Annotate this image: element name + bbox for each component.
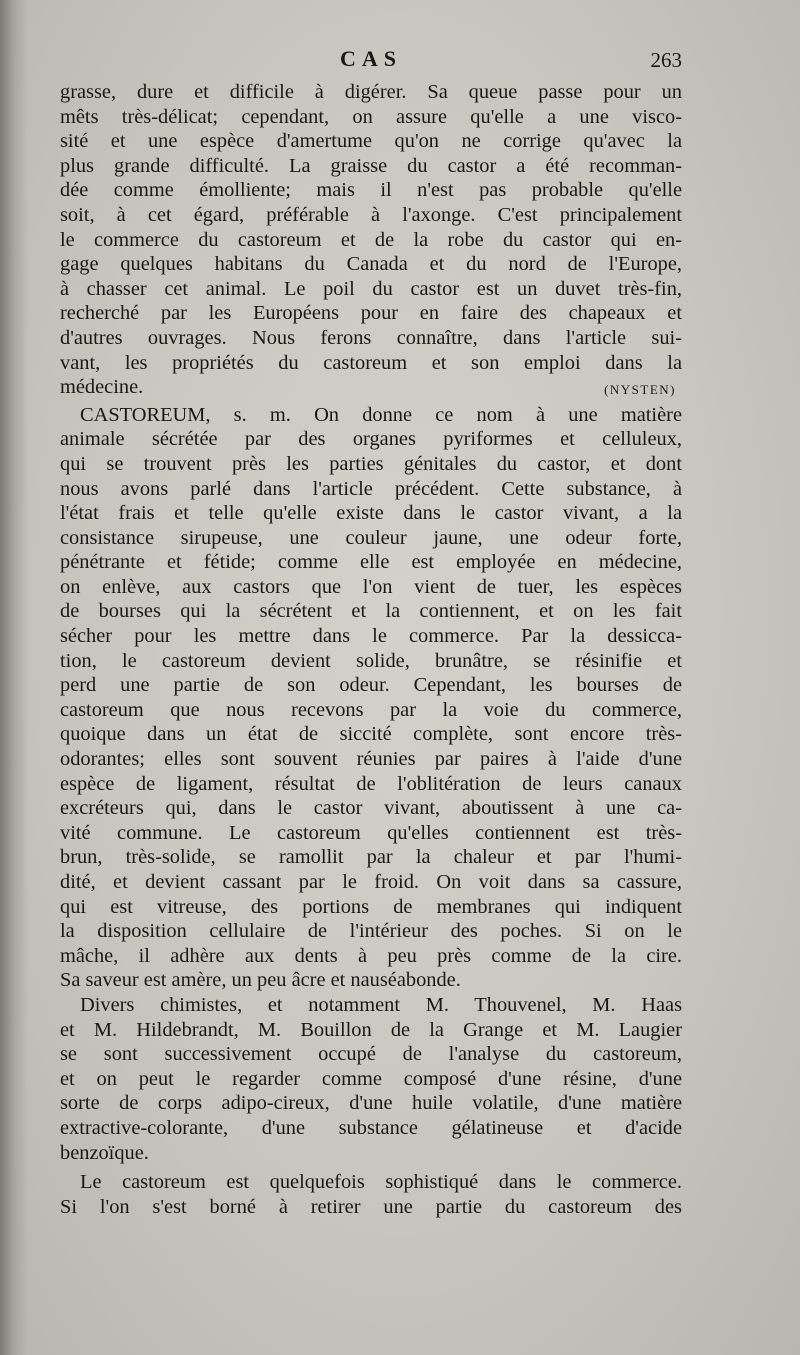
text-line: tion, le castoreum devient solide, brunâtre, se résinifie et (60, 649, 682, 672)
text-line: excréteurs qui, dans le castor vivant, aboutissent à une ca- (60, 797, 682, 820)
text-line: à chasser cet animal. Le poil du castor est un duvet très-fin, (60, 277, 682, 300)
text-line: Le castoreum est quelquefois sophistiqué dans le commerce. (80, 1171, 682, 1194)
text-line: se sont successivement occupé de l'analyse du castoreum, (60, 1043, 682, 1066)
text-line: consistance sirupeuse, une couleur jaune, une odeur forte, (60, 526, 682, 549)
text-line: mâche, il adhère aux dents à peu près comme de la cire. (60, 944, 682, 967)
text-line: vité commune. Le castoreum qu'elles contiennent est très- (60, 821, 682, 844)
text-line: nous avons parlé dans l'article précédent. Cette substance, à (60, 477, 682, 500)
text-line: recherché par les Européens pour en faire des chapeaux et (60, 302, 682, 325)
text-line: vant, les propriétés du castoreum et son emploi dans la (60, 351, 682, 374)
text-line: Sa saveur est amère, un peu âcre et nauséabonde. (60, 969, 461, 992)
text-line: benzoïque. (60, 1141, 149, 1164)
text-line: plus grande difficulté. La graisse du castor a été recomman- (60, 154, 682, 177)
text-line: qui se trouvent près les parties génitales du castor, et dont (60, 452, 682, 475)
text-line: Divers chimistes, et notamment M. Thouvenel, M. Haas (80, 993, 682, 1016)
text-line: le commerce du castoreum et de la robe du castor qui en- (60, 228, 682, 251)
text-line-with-signature (60, 375, 682, 403)
page-gutter-shadow (0, 0, 28, 1355)
text-line: l'état frais et telle qu'elle existe dans le castor vivant, a la (60, 502, 682, 525)
text-line: quoique dans un état de siccité complète, sont encore très- (60, 723, 682, 746)
text-line: grasse, dure et difficile à digérer. Sa queue passe pour un (60, 81, 682, 103)
running-head: CAS (339, 46, 402, 71)
page-header (60, 46, 682, 76)
author-signature: (NYSTEN) (604, 382, 676, 398)
body-text (60, 80, 682, 1219)
entry-headword: CASTOREUM (80, 403, 206, 426)
text-line: gage quelques habitans du Canada et du nord de l'Europe, (60, 253, 682, 276)
text-line: qui est vitreuse, des portions de membranes qui indiquent (60, 895, 682, 918)
text-line: sité et une espèce d'amertume qu'on ne corrige qu'avec la (60, 130, 682, 153)
text-line: extractive-colorante, d'une substance gélatineuse et d'acide (60, 1116, 682, 1139)
text-line: mêts très-délicat; cependant, on assure qu'elle a une visco- (60, 105, 682, 128)
text-line: Si l'on s'est borné à retirer une partie du castoreum des (60, 1195, 682, 1218)
text-line: odorantes; elles sont souvent réunies par paires à l'aide d'une (60, 748, 682, 771)
text-line-end: médecine. (60, 376, 144, 399)
text-line: perd une partie de son odeur. Cependant, les bourses de (60, 674, 682, 697)
text-line: dée comme émolliente; mais il n'est pas probable qu'elle (60, 179, 682, 202)
text-line: et on peut le regarder comme composé d'une résine, d'une (60, 1067, 682, 1090)
text-line: d'autres ouvrages. Nous ferons connaître, dans l'article sui- (60, 326, 682, 349)
text-line: soit, à cet égard, préférable à l'axonge. C'est principalement (60, 203, 682, 226)
entry-definition-start: , s. m. On donne ce nom à une matière (205, 403, 682, 426)
text-line: sécher pour les mettre dans le commerce. Par la dessicca- (60, 625, 682, 648)
text-line: espèce de ligament, résultat de l'oblitération de leurs canaux (60, 772, 682, 795)
text-line: pénétrante et fétide; comme elle est employée en médecine, (60, 551, 682, 574)
text-line: la disposition cellulaire de l'intérieur des poches. Si on le (60, 920, 682, 943)
text-line: castoreum que nous recevons par la voie du commerce, (60, 698, 682, 721)
text-line: de bourses qui la sécrétent et la contiennent, et on les fait (60, 600, 682, 623)
text-line: dité, et devient cassant par le froid. On voit dans sa cassure, (60, 871, 682, 893)
text-line: on enlève, aux castors que l'on vient de tuer, les espèces (60, 575, 682, 598)
text-line: sorte de corps adipo-cireux, d'une huile volatile, d'une matière (60, 1092, 682, 1115)
text-line: et M. Hildebrandt, M. Bouillon de la Grange et M. Laugier (60, 1018, 682, 1041)
text-line: animale sécrétée par des organes pyriformes et celluleux, (60, 428, 682, 451)
entry-first-line (60, 403, 682, 428)
page-number: 263 (650, 48, 682, 72)
text-line: brun, très-solide, se ramollit par la chaleur et par l'humi- (60, 846, 682, 869)
